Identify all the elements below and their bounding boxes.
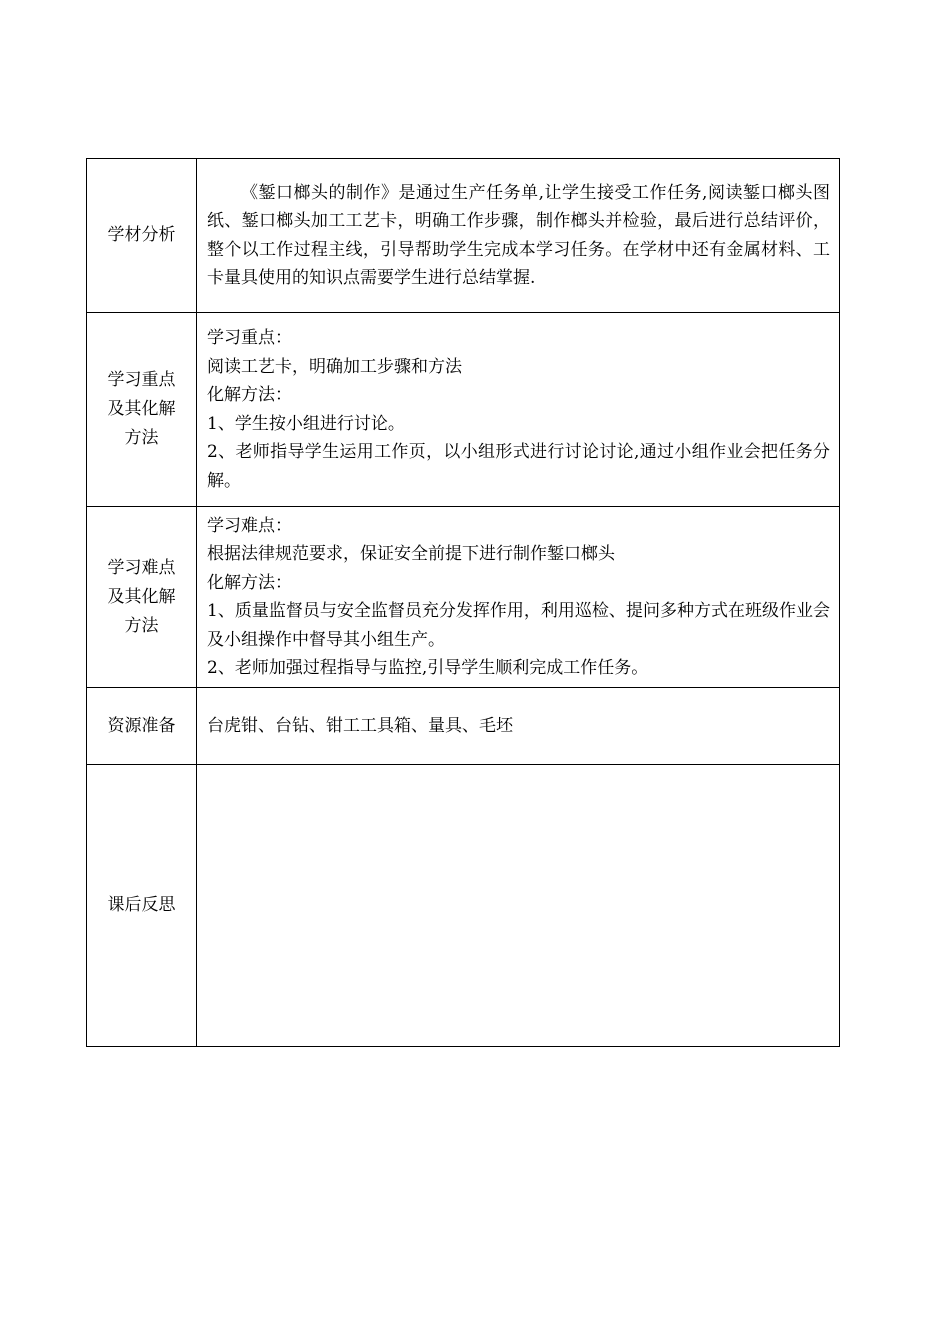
row-label-resources [87,688,197,765]
row-label-line: 方法 [124,615,159,636]
row-label-line: 及其化解 [107,586,176,607]
content-line: 1、质量监督员与安全监督员充分发挥作用，利用巡检、提问多种方式在班级作业会及小组操作中督导其小组生产。 [207,601,830,650]
content-line: 台虎钳、台钻、钳工工具箱、量具、毛坯 [207,715,513,736]
table-row-difficulties [87,507,840,688]
row-content-key-points [197,313,840,507]
row-label-line: 课后反思 [107,895,176,915]
row-label-line: 学材分析 [107,225,176,245]
row-label-line: 及其化解 [107,399,176,419]
row-content-difficulties [197,507,840,688]
content-line: 化解方法： [207,572,292,593]
lesson-plan-table [86,158,840,1047]
row-label-key-points [87,313,197,507]
content-line: 学习难点： [207,515,292,536]
content-line: 2、老师加强过程指导与监控,引导学生顺利完成工作任务。 [207,658,649,678]
content-line: 学习重点： [207,328,292,348]
row-label-line: 资源准备 [107,715,176,736]
content-line: 1、学生按小组进行讨论。 [207,413,405,434]
content-paragraph: 《錾口榔头的制作》是通过生产任务单,让学生接受工作任务,阅读錾口榔头图纸、錾口榔头加工工艺卡，明确工作步骤，制作榔头并检验，最后进行总结评价，整个以工作过程主线，引导帮助学生完成本学习任务。在学材中还有金属材料、工卡量具使用的知识点需要学生进行总结掌握. [207,182,830,288]
table-row-key-points [87,313,840,507]
content-line: 2、老师指导学生运用工作页，以小组形式进行讨论讨论,通过小组作业会把任务分解。 [207,442,830,491]
row-label-material-analysis [87,159,197,313]
row-label-reflection [87,765,197,1047]
row-label-line: 学习重点 [107,370,176,390]
table-row-material-analysis [87,159,840,313]
content-line: 根据法律规范要求，保证安全前提下进行制作錾口榔头 [207,544,615,564]
table-row-resources [87,688,840,765]
row-content-material-analysis [197,159,840,313]
row-label-difficulties [87,507,197,688]
row-content-reflection-empty [197,765,840,1047]
content-line: 化解方法： [207,385,292,405]
row-label-line: 学习难点 [107,557,176,578]
table-row-reflection [87,765,840,1047]
content-line: 阅读工艺卡，明确加工步骤和方法 [207,356,462,377]
row-label-line: 方法 [124,428,159,448]
row-content-resources [197,688,840,765]
